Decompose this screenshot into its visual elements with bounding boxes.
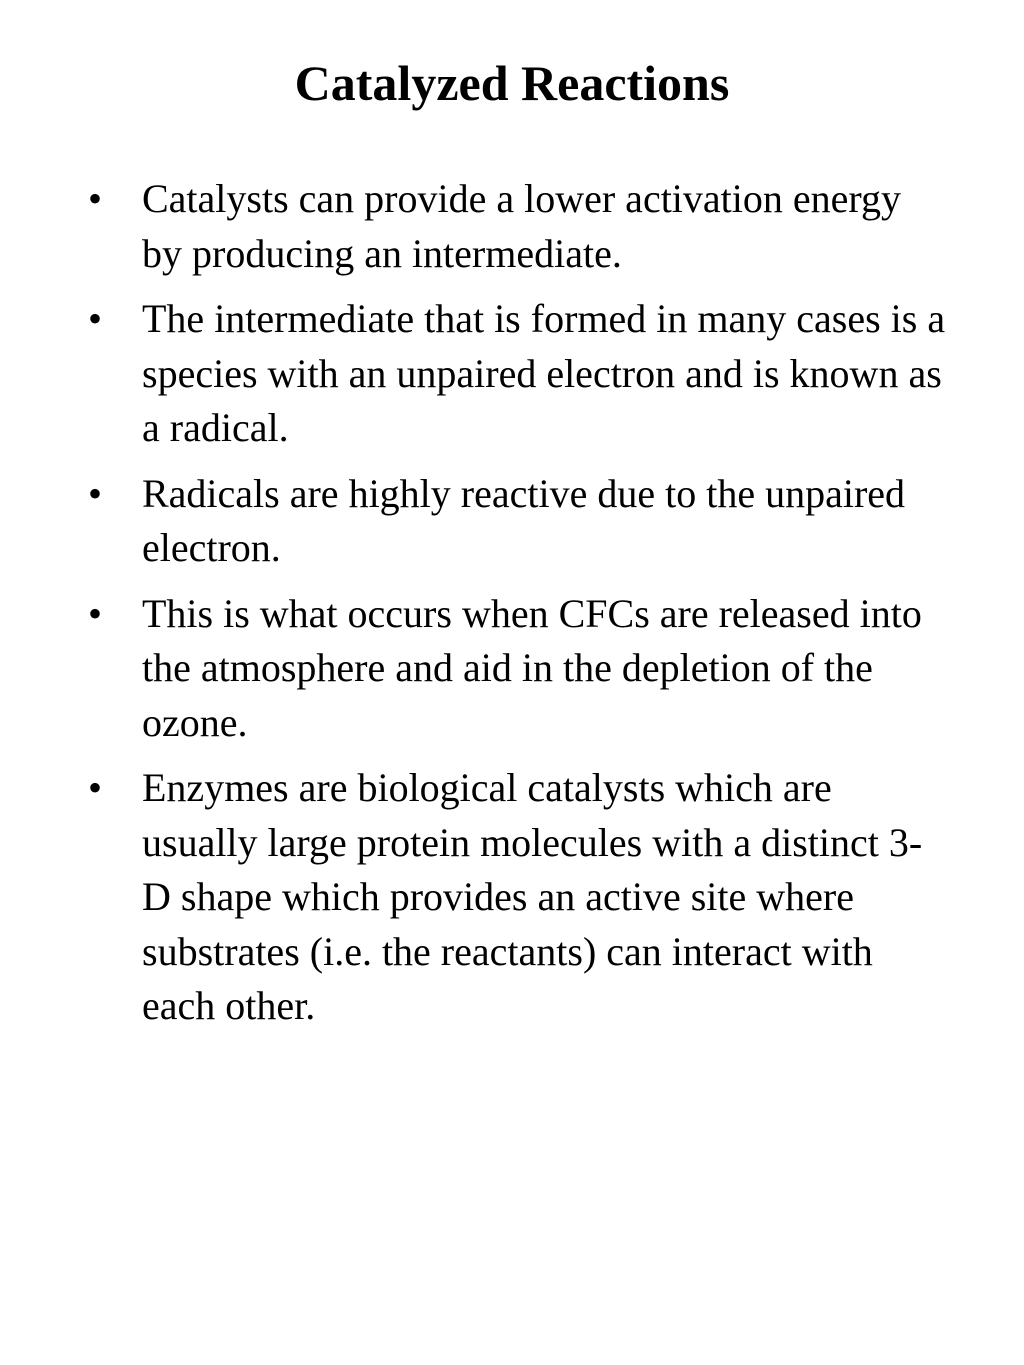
bullet-text: Enzymes are biological catalysts which are usually large protein molecules with a distinct 3-D shape which provides an active site where substrates (i.e. the reactants) can interact with each other. xyxy=(142,765,923,1028)
bullet-icon: • xyxy=(88,470,103,516)
bullet-icon: • xyxy=(88,296,103,341)
bullet-icon: • xyxy=(88,765,103,810)
bullet-item-4 xyxy=(88,587,948,751)
bullet-text: The intermediate that is formed in many cases is a species with an unpaired electron and is known as a radical. xyxy=(142,296,946,450)
bullet-text: Catalysts can provide a lower activation energy by producing an intermediate. xyxy=(142,176,902,276)
bullet-icon: • xyxy=(88,176,103,221)
bullet-text: This is what occurs when CFCs are released into the atmosphere and aid in the depletion of the ozone. xyxy=(142,590,922,745)
bullet-item-5 xyxy=(88,761,948,1034)
bullet-list xyxy=(88,172,948,1045)
bullet-item-3 xyxy=(88,467,948,576)
bullet-item-1 xyxy=(88,172,948,281)
bullet-item-2 xyxy=(88,292,948,456)
bullet-icon: • xyxy=(88,590,103,636)
bullet-text: Radicals are highly reactive due to the unpaired electron. xyxy=(142,470,906,570)
slide-title: Catalyzed Reactions xyxy=(294,55,730,111)
